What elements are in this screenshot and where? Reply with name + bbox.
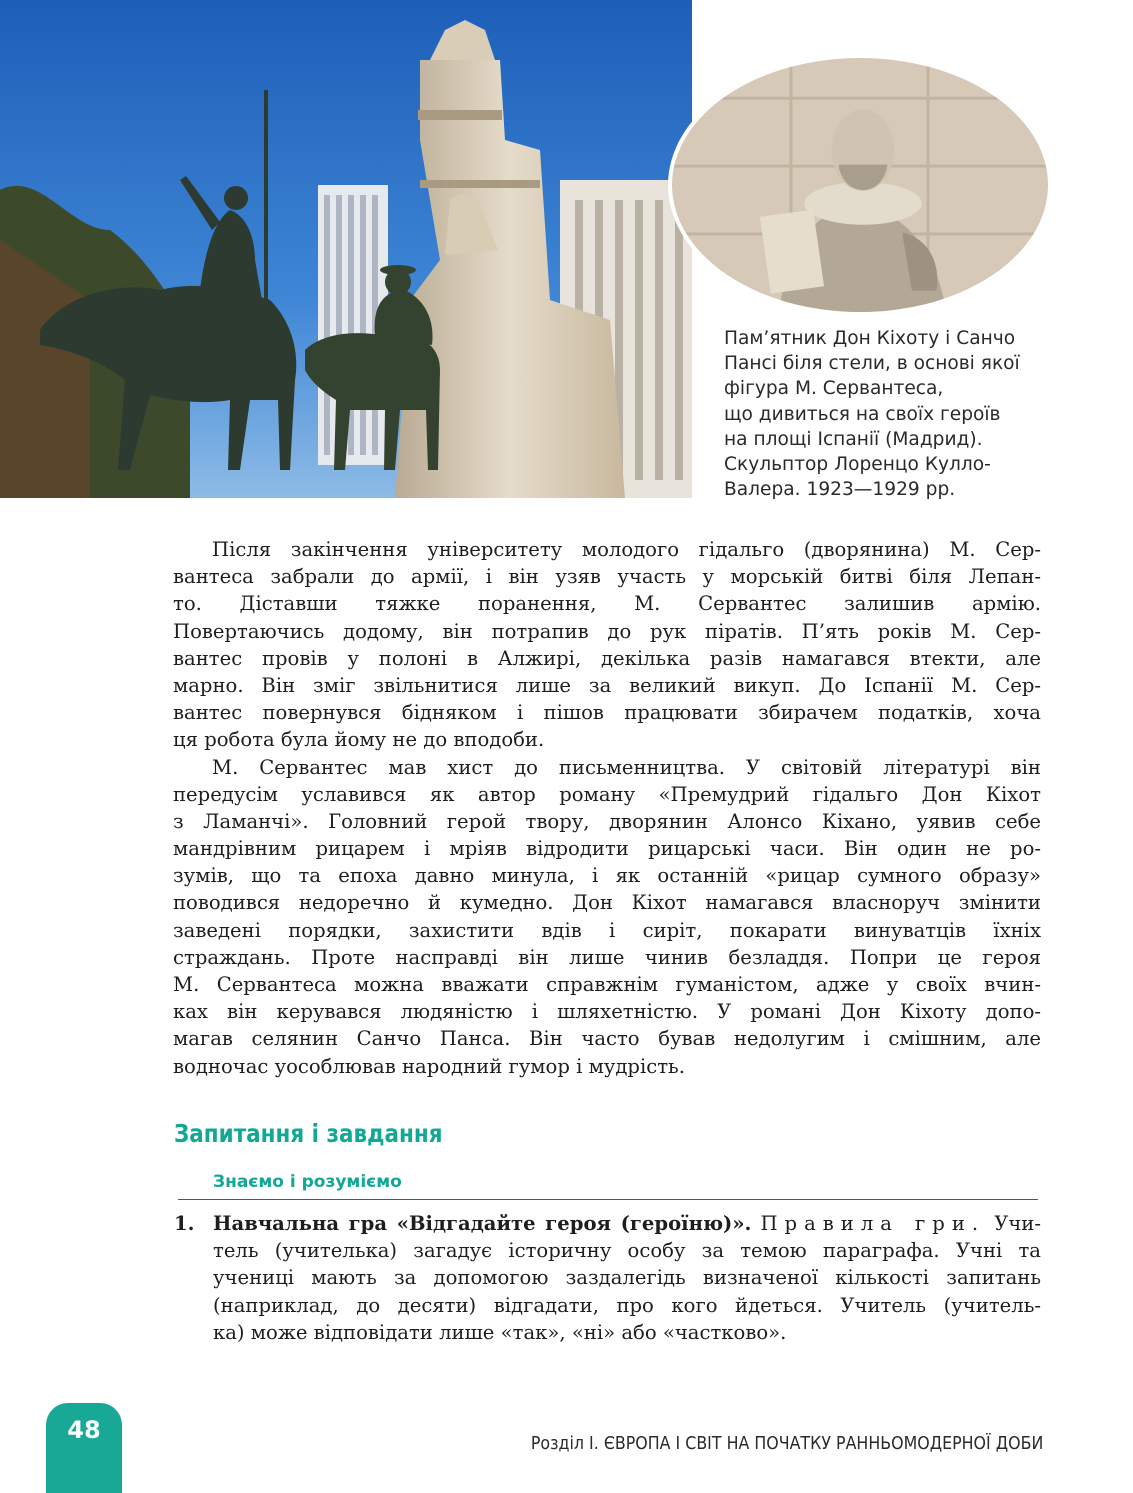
task-1 — [213, 1210, 1041, 1346]
chapter-label: Розділ І. — [530, 1433, 599, 1454]
task-title: Навчальна гра «Відгадайте героя (героїню)». — [213, 1212, 752, 1235]
task-number: 1. — [174, 1212, 195, 1235]
monument-photo — [0, 0, 692, 498]
monument-photo-illustration — [0, 0, 692, 498]
text-line: (наприклад, до десяти) відгадати, про кого йдеться. Учитель (учитель- — [213, 1293, 1041, 1317]
caption-line: Пам’ятник Дон Кіхоту і Санчо — [724, 328, 1016, 349]
text-line: магав селянин Санчо Панса. Він часто бував недолугим і смішним, але — [173, 1027, 1041, 1051]
text-line: Повертаючись додому, він потрапив до рук піратів. П’ять років М. Сер- — [173, 619, 1041, 643]
running-footer — [531, 1433, 1043, 1454]
cervantes-sculpture-photo — [668, 54, 1052, 316]
section-divider — [178, 1199, 1038, 1200]
text-line: з Ламанчі». Головний герой твору, дворянин Алонсо Кіхано, уявив себе — [173, 809, 1041, 833]
body-text — [173, 536, 1041, 1080]
text-line: водночас уособлював народний гумор і мудрість. — [173, 1054, 685, 1078]
text-line: марно. Він зміг звільнитися лише за великий викуп. До Іспанії М. Сер- — [173, 673, 1041, 697]
text-line: учениці мають за допомогою заздалегідь визначеної кількості запитань — [213, 1266, 1041, 1290]
text-line: Після закінчення університету молодого гідальго (дворянина) М. Сер- — [212, 538, 1041, 561]
cervantes-sculpture-illustration — [672, 58, 1048, 312]
page-number: 48 — [67, 1416, 101, 1444]
text-line: страждань. Проте насправді він лише чинив безладдя. Попри це героя — [173, 945, 1041, 969]
task-first-line — [213, 1210, 1041, 1237]
paragraph-1 — [173, 536, 1041, 754]
caption-line: Пансі біля стели, в основі якої — [724, 353, 1020, 375]
text-line: вантес повернувся бідняком і пішов працювати збирачем податків, хоча — [173, 701, 1041, 725]
text-line: ках він керувався людяністю і шляхетністю. У романі Дон Кіхоту допо- — [173, 1000, 1041, 1024]
paragraph-2 — [173, 754, 1041, 1080]
text-line: заведені порядки, захистити вдів і сиріт, покарати винуватців їхніх — [173, 918, 1041, 942]
caption-line: Скульптор Лоренцо Кулло- — [724, 454, 991, 476]
text-line: вантеса забрали до армії, і він узяв участь у морській битві біля Лепан- — [173, 565, 1041, 589]
caption-line: що дивиться на своїх героїв — [724, 403, 1001, 425]
task-rules-label: Правила гри. — [760, 1212, 986, 1235]
chapter-title: ЄВРОПА І СВІТ НА ПОЧАТКУ РАННЬОМОДЕРНОЇ ДОБИ — [603, 1433, 1043, 1454]
text-line: мандрівним рицарем і мріяв відродити рицарські часи. Він один не ро- — [173, 837, 1041, 861]
text-line: М. Сервантеса можна вважати справжнім гуманістом, адже у своїх вчин- — [173, 973, 1041, 996]
text-line: М. Сервантес мав хист до письменництва. У світовій літературі він — [212, 755, 1041, 779]
text-line: то. Діставши тяжке поранення, М. Сервантес залишив армію. — [173, 592, 1041, 616]
text-line: поводився недоречно й кумедно. Дон Кіхот намагався власноруч змінити — [173, 891, 1041, 915]
text-line: тель (учителька) загадує історичну особу за темою параграфа. Учні та — [213, 1239, 1041, 1263]
section-title: Запитання і завдання — [174, 1119, 443, 1148]
photo-caption — [724, 326, 1084, 502]
text-line: ка) може відповідати лише «так», «ні» або «частково». — [213, 1320, 787, 1344]
text-line: передусім уславився як автор роману «Премудрий гідальго Дон Кіхот — [173, 782, 1041, 806]
subsection-title: Знаємо і розуміємо — [213, 1172, 402, 1192]
text-line: ця робота була йому не до вподоби. — [173, 728, 545, 752]
task-text-fragment: Учи- — [994, 1212, 1041, 1235]
caption-line: фігура М. Сервантеса, — [724, 378, 944, 400]
caption-line: Валера. 1923—1929 рр. — [724, 479, 956, 501]
text-line: вантес провів у полоні в Алжирі, декілька разів намагався втекти, але — [173, 646, 1041, 670]
caption-line: на площі Іспанії (Мадрид). — [724, 428, 983, 450]
text-line: зумів, що та епоха давно минула, і як останній «рицар сумного образу» — [173, 864, 1041, 888]
